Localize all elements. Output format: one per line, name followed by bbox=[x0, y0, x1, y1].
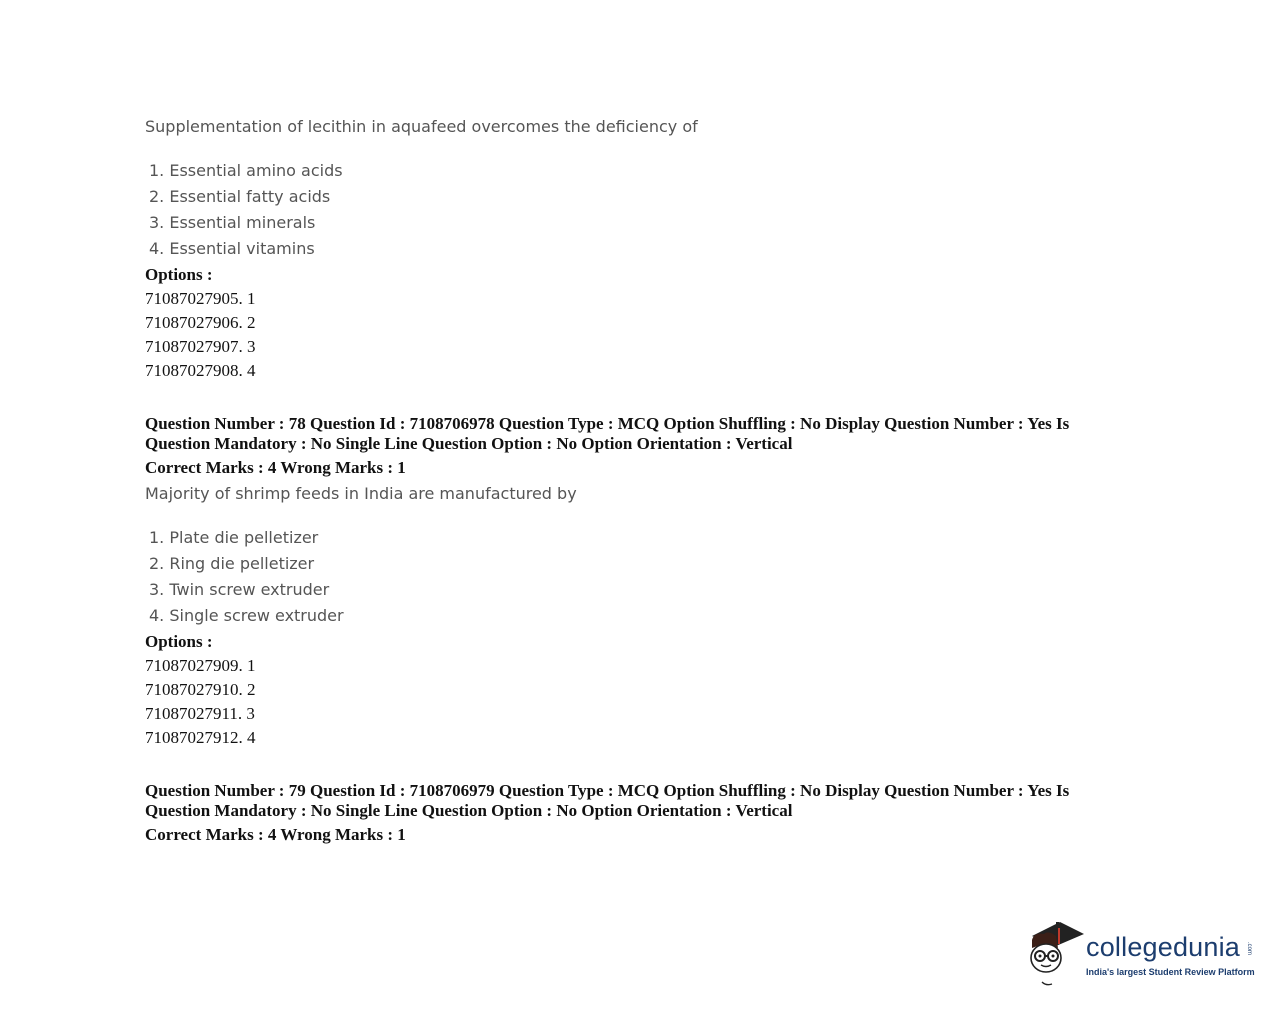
question-78-choice-1: 1. Plate die pelletizer bbox=[149, 528, 319, 547]
question-78-marks: Correct Marks : 4 Wrong Marks : 1 bbox=[145, 458, 406, 477]
question-77-text: Supplementation of lecithin in aquafeed overcomes the deficiency of bbox=[145, 117, 698, 136]
question-78-option-3: 71087027911. 3 bbox=[145, 704, 255, 723]
question-78-meta: Question Number : 78 Question Id : 7108706978 Question Type : MCQ Option Shuffling : No Display Question Number : Yes Is Question Mandatory : No Single Line Question Option : No Option Orientation : Vertical bbox=[145, 414, 1070, 453]
question-77-choice-1: 1. Essential amino acids bbox=[149, 161, 343, 180]
question-78-choice-3: 3. Twin screw extruder bbox=[149, 580, 330, 599]
question-79-marks: Correct Marks : 4 Wrong Marks : 1 bbox=[145, 825, 406, 844]
question-77-choice-2: 2. Essential fatty acids bbox=[149, 187, 331, 206]
question-77-choice-3: 3. Essential minerals bbox=[149, 213, 316, 232]
question-77-option-1: 71087027905. 1 bbox=[145, 289, 256, 308]
logo-tagline: India's largest Student Review Platform bbox=[1086, 967, 1255, 977]
question-78-option-1: 71087027909. 1 bbox=[145, 656, 256, 675]
question-77-option-4: 71087027908. 4 bbox=[145, 361, 256, 380]
question-78-choice-2: 2. Ring die pelletizer bbox=[149, 554, 315, 573]
graduate-mascot-icon bbox=[1026, 918, 1086, 990]
logo-wordmark: collegedunia bbox=[1086, 932, 1241, 962]
logo-domain-suffix: .com bbox=[1246, 942, 1252, 956]
question-77-option-2: 71087027906. 2 bbox=[145, 313, 256, 332]
collegedunia-logo bbox=[1026, 918, 1258, 990]
question-78-option-2: 71087027910. 2 bbox=[145, 680, 256, 699]
question-78-choice-4: 4. Single screw extruder bbox=[149, 606, 344, 625]
question-77-options-label: Options : bbox=[145, 265, 213, 284]
question-78-options-label: Options : bbox=[145, 632, 213, 651]
question-77-option-3: 71087027907. 3 bbox=[145, 337, 256, 356]
question-79-meta: Question Number : 79 Question Id : 7108706979 Question Type : MCQ Option Shuffling : No Display Question Number : Yes Is Question Mandatory : No Single Line Question Option : No Option Orientation : Vertical bbox=[145, 781, 1070, 820]
question-78-text: Majority of shrimp feeds in India are manufactured by bbox=[145, 484, 577, 503]
question-77-choice-4: 4. Essential vitamins bbox=[149, 239, 315, 258]
question-78-option-4: 71087027912. 4 bbox=[145, 728, 256, 747]
